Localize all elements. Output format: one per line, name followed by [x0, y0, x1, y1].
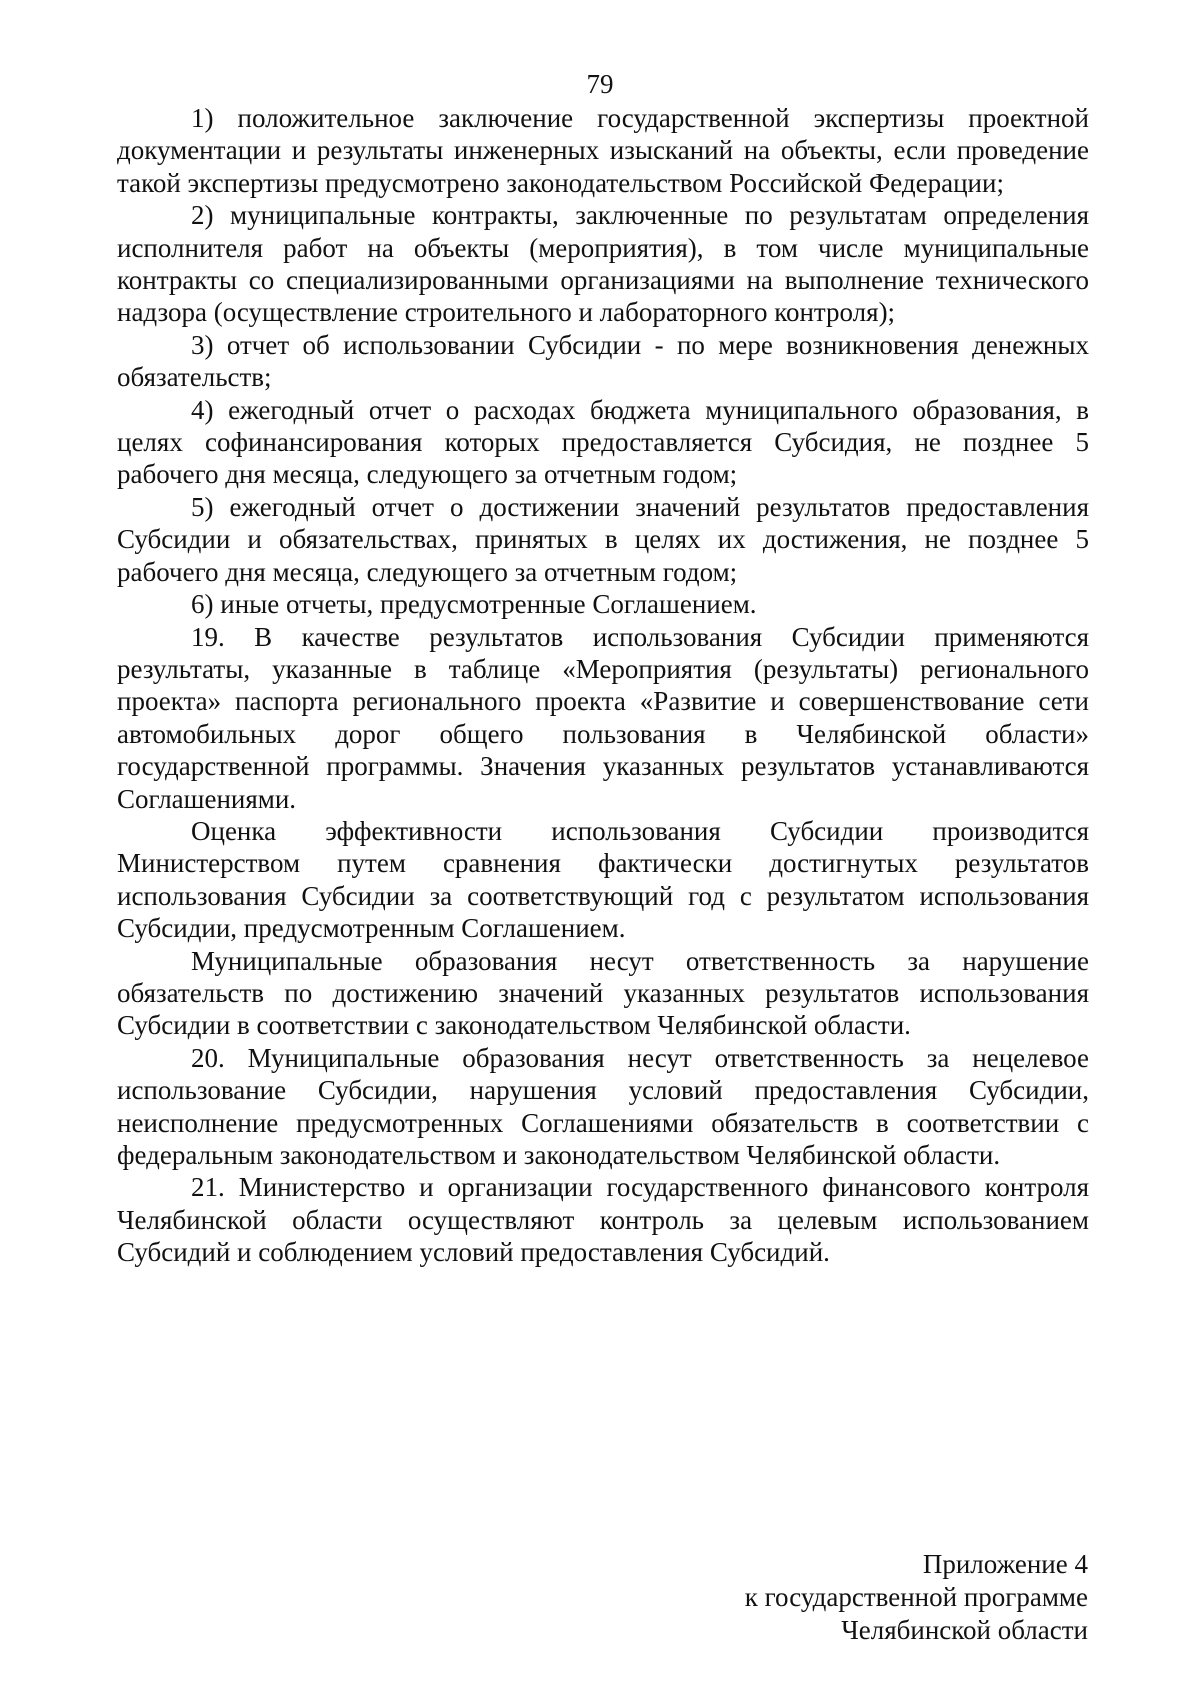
paragraph-item-5: 5) ежегодный отчет о достижении значений результатов предоставления Субсидии и обязательствах, принятых в целях их достижения, не позднее 5 рабочего дня месяца, следующего за отчетным годом; [117, 491, 1089, 587]
page-number: 79 [586, 69, 614, 99]
paragraph-item-4: 4) ежегодный отчет о расходах бюджета муниципального образования, в целях софинансирования которых предоставляется Субсидия, не позднее 5 рабочего дня месяца, следующего за отчетным годом; [117, 394, 1089, 490]
paragraph-item-1: 1) положительное заключение государственной экспертизы проектной документации и результаты инженерных изысканий на объекты, если проведение такой экспертизы предусмотрено законодательством Российской Федерации; [117, 103, 1089, 198]
paragraph-evaluation: Оценка эффективности использования Субсидии производится Министерством путем сравнения фактически достигнутых результатов использования Субсидии за соответствующий год с результатом использования Субсидии, предусмотренным Соглашением. [117, 815, 1089, 944]
paragraph-responsibility: Муниципальные образования несут ответственность за нарушение обязательств по достижению значений указанных результатов использования Субсидии в соответствии с законодательством Челябинской области. [117, 945, 1089, 1041]
appendix-heading [745, 1548, 1088, 1647]
paragraph-item-6: 6) иные отчеты, предусмотренные Соглашением. [191, 589, 757, 620]
paragraph-clause-19: 19. В качестве результатов использования Субсидии применяются результаты, указанные в таблице «Мероприятия (результаты) регионального проекта» паспорта регионального проекта «Развитие и совершенствование сети автомобильных дорог общего пользования в Челябинской области» государственной программы. Значения указанных результатов устанавливаются Соглашениями. [117, 621, 1089, 814]
paragraph-item-2: 2) муниципальные контракты, заключенные по результатам определения исполнителя работ на объекты (мероприятия), в том числе муниципальные контракты со специализированными организациями на выполнение технического надзора (осуществление строительного и лабораторного контроля); [117, 200, 1089, 328]
paragraph-clause-20: 20. Муниципальные образования несут ответственность за нецелевое использование Субсидии, нарушения условий предоставления Субсидии, неисполнение предусмотренных Соглашениями обязательств в соответствии с федеральным законодательством и законодательством Челябинской области. [117, 1042, 1089, 1170]
paragraph-item-3: 3) отчет об использовании Субсидии - по мере возникновения денежных обязательств; [117, 329, 1089, 393]
paragraph-clause-21: 21. Министерство и организации государственного финансового контроля Челябинской области осуществляют контроль за целевым использованием Субсидий и соблюдением условий предоставления Субсидий. [117, 1172, 1089, 1268]
document-body [117, 102, 1089, 1269]
appendix-subtitle: к государственной программе [744, 1582, 1088, 1612]
appendix-title: Приложение 4 [922, 1549, 1088, 1579]
appendix-region: Челябинской области [841, 1615, 1088, 1645]
